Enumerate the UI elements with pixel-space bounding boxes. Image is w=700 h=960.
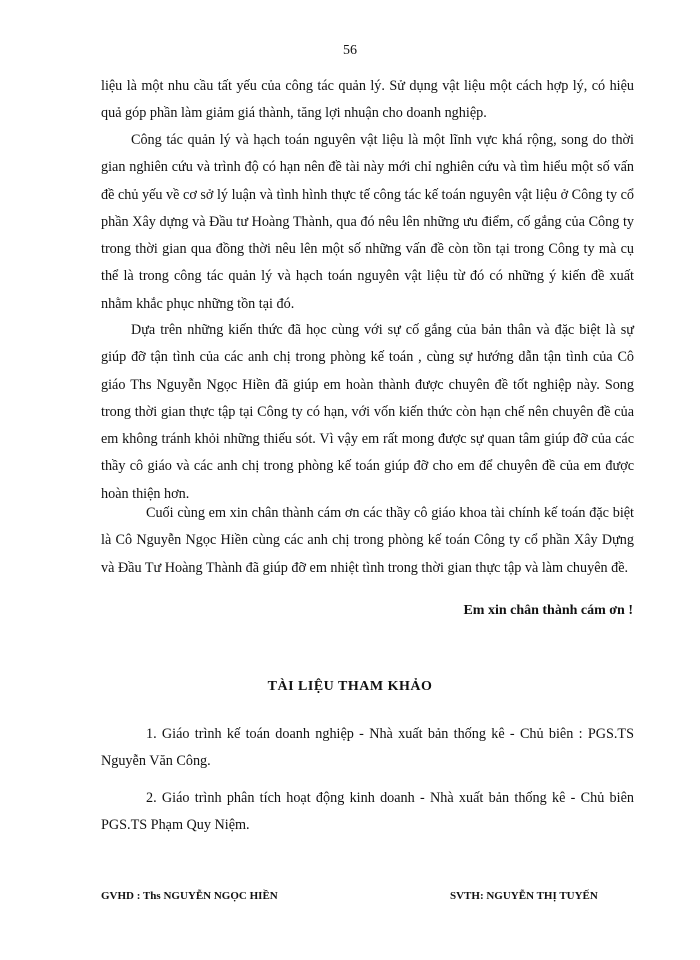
page-number: 56 <box>343 43 357 58</box>
footer-supervisor: GVHD : Ths NGUYỄN NGỌC HIỀN <box>101 890 278 902</box>
body-paragraph-3: Dựa trên những kiến thức đã học cùng với sự cố gắng của bản thân và đặc biệt là sự giúp đỡ tận tình của các anh chị trong phòng kế toán , cùng sự hướng dẫn tận tình của Cô giáo Ths Nguyễn Ngọc Hiền đã giúp em hoàn thành được chuyên đề tốt nghiệp này. Song trong thời gian thực tập tại Công ty có hạn, với vốn kiến thức còn hạn chế nên chuyên đề của em không tránh khỏi những thiếu sót. Vì vậy em rất mong được sự quan tâm giúp đỡ của các thầy cô giáo và các anh chị trong phòng kế toán giúp đỡ cho em để chuyên đề của em được hoàn thiện hơn. <box>101 322 634 502</box>
references-title: TÀI LIỆU THAM KHẢO <box>267 679 433 694</box>
footer-student: SVTH: NGUYỄN THỊ TUYẾN <box>450 890 598 902</box>
reference-item-2: 2. Giáo trình phân tích hoạt động kinh doanh - Nhà xuất bản thống kê - Chủ biên PGS.TS Phạm Quy Niệm. <box>101 789 634 833</box>
thanks-line: Em xin chân thành cám ơn ! <box>463 603 633 618</box>
body-paragraph-4: Cuối cùng em xin chân thành cám ơn các thầy cô giáo khoa tài chính kế toán đặc biệt là Cô Nguyễn Ngọc Hiền cùng các anh chị trong phòng kế toán Công ty cổ phần Xây Dựng và Đầu Tư Hoàng Thành đã giúp đỡ em nhiệt tình trong thời gian thực tập và làm chuyên đề. <box>101 505 634 576</box>
references-list <box>101 721 634 848</box>
body-paragraph-1: liệu là một nhu cầu tất yếu của công tác quản lý. Sử dụng vật liệu một cách hợp lý, có hiệu quả góp phần làm giảm giá thành, tăng lợi nhuận cho doanh nghiệp. <box>101 78 634 122</box>
reference-item-1: 1. Giáo trình kế toán doanh nghiệp - Nhà xuất bản thống kê - Chủ biên : PGS.TS Nguyễn Văn Công. <box>101 726 634 770</box>
body-paragraph-2: Công tác quản lý và hạch toán nguyên vật liệu là một lĩnh vực khá rộng, song do thời gian nghiên cứu và trình độ có hạn nên đề tài này mới chỉ nghiên cứu và tìm hiểu một số vấn đề chủ yếu về cơ sở lý luận và tình hình thực tế công tác kế toán nguyên vật liệu ở Công ty cổ phần Xây dựng và Đầu tư Hoàng Thành, qua đó nêu lên những ưu điểm, cố gắng của Công ty trong thời gian qua đồng thời nêu lên một số những vấn đề còn tồn tại trong Công ty mà cụ thể là trong công tác quản lý và hạch toán nguyên vật liệu từ đó có những ý kiến đề xuất nhằm khắc phục những tồn tại đó. <box>101 132 634 312</box>
